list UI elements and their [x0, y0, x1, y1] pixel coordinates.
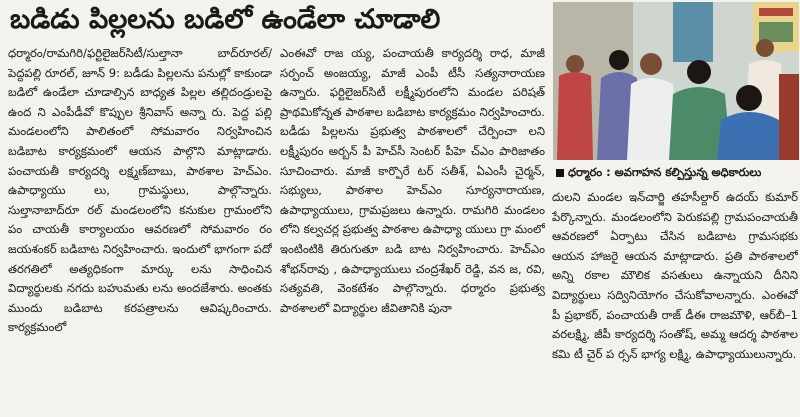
headline: బడిడు పిల్లలను బడిలో ఉండేలా చూడాలి — [10, 4, 441, 35]
article-paragraph: ఎంఈవో రాజ య్య, పంచాయతీ కార్యదర్శి రాధ, మాజీ సర్పంచ్ అంజయ్య, మాజీ ఎంపీ టీసీ సత్యనారాయణ ఉన్నారు. ఫర్టిలైజర్‌సిటీ లక్ష్మీపురంలోని మండల పరిషత్ ప్రాథమికోన్నత పాఠశాల బడిబాట కార్యక్రమం నిర్వహించారు. బడీడు పిల్లలను ప్రభుత్వ పాఠశాలలో చేర్పించా లని లక్ష్మీపురం అర్బన్ పీ హెచ్‌సీ సెంటర్ పీహె చ్‌ఎం పారిజాతం సూచించారు. మాజీ కార్పొరే టర్ సతీశ్, ఏఎంసీ చైర్మన్, సభ్యులు, పాఠశాల హెచ్‌ఎం సూర్యనారాయణ, ఉపాధ్యాయులు, గ్రామప్రజలు ఉన్నారు. రామగిరి మండలం లోని కల్వచర్ల ప్రభుత్వ పాఠశాల ఉపాధ్యా యులు గ్రా మంలో ఇంటింటికి తిరుగుతూ బడి బాట నిర్వహించారు. హెచ్‌ఎం శోభన్‌రావు , ఉపాధ్యాయులు చంద్రశేఖర్ రెడ్డి, వన జ, రవి, సత్యవతి, వెంకటేశం పాల్గొన్నారు. ధర్మారం ప్రభుత్వ పాఠశాలలో విద్యార్థుల జీవితానికి పునా — [280, 46, 545, 315]
article-paragraph: ధర్మారం/రామగిరి/ఫర్టిలైజర్‌సిటీ/సుల్తానా బాద్‌రూరల్/ పెద్దపల్లి రూరల్, జూన్ 9: బడీడు పిల్లలను పనుల్లో కాకుండా బడిలో ఉండేలా చూడాల్సిన బాధ్యత పిల్లల తల్లిదండ్రులపై ఉంద ని ఎంపీడీవో కొప్పుల శ్రీనివాస్ అన్నా రు. పెద్ద పల్లి మండలంలోని పాలితంలో సోమవారం నిర్వహించిన బడిబాట కార్యక్రమంలో ఆయన పాల్గొని మాట్లాడారు. పంచాయతీ కార్యదర్శి లక్ష్మణ్‌బాబు, పాఠశాల హెచ్‌ఎం. ఉపాధ్యాయు లు, గ్రామస్థులు, పాల్గొన్నారు. సుల్తానాబాద్‌రూ రల్ మండలంలోని కనుకుల గ్రామంలోని పం చాయతీ కార్యాలయం ఆవరణలో సోమవారం రం జయశంకర్ బడిబాట నిర్వహించారు. ఇందులో భాగంగా పదో తరగతిలో అత్యధికంగా మార్కు లను సాధించిన విద్యార్థులకు నగదు బహుమతు లను అందజేశారు. అంతకు ముందు బడిబాట కరపత్రాలను ఆవిష్కరించారు. కార్యక్రమంలో — [8, 46, 272, 335]
photo-caption-text: ధర్మారం : అవగాహన కల్పిస్తున్న అధికారులు — [568, 165, 762, 179]
article-column-2 — [280, 44, 545, 414]
photo-illustration — [553, 2, 799, 160]
article-column-3 — [552, 188, 798, 414]
photo-caption — [556, 161, 800, 183]
article-paragraph: దులని మండల ఇన్‌చార్జి తహసీల్దార్ ఉదయ్ కుమార్ పేర్కొన్నారు. మండలంలోని పెరుకపల్లి గ్రామపంచాయతీ ఆవరణలో ఏర్పాటు చేసిన బడిబాట గ్రామసభకు ఆయన హాజరై ఆయన మాట్లాడారు. ప్రతి పాఠశాలలో అన్ని రకాల మౌలిక వసతులు ఉన్నాయని దీనిని విద్యార్థులు సద్వినియోగం చేసుకోవాలన్నారు. ఎంఈవో పీ ప్రభాకర్, పంచాయతీ రాజ్ డీఈ రాజమౌళి, ఆర్‌బీ–1 వరలక్ష్మి, జీపీ కార్యదర్శి సంతోష్, అమ్మ ఆదర్శ పాఠశాల కమి టీ చైర్ ప ర్సన్ భాగ్య లక్ష్మి, ఉపాధ్యాయులున్నారు. — [552, 190, 798, 361]
article-column-1 — [8, 44, 272, 414]
caption-bullet-icon — [556, 169, 564, 177]
news-photo — [553, 2, 799, 160]
